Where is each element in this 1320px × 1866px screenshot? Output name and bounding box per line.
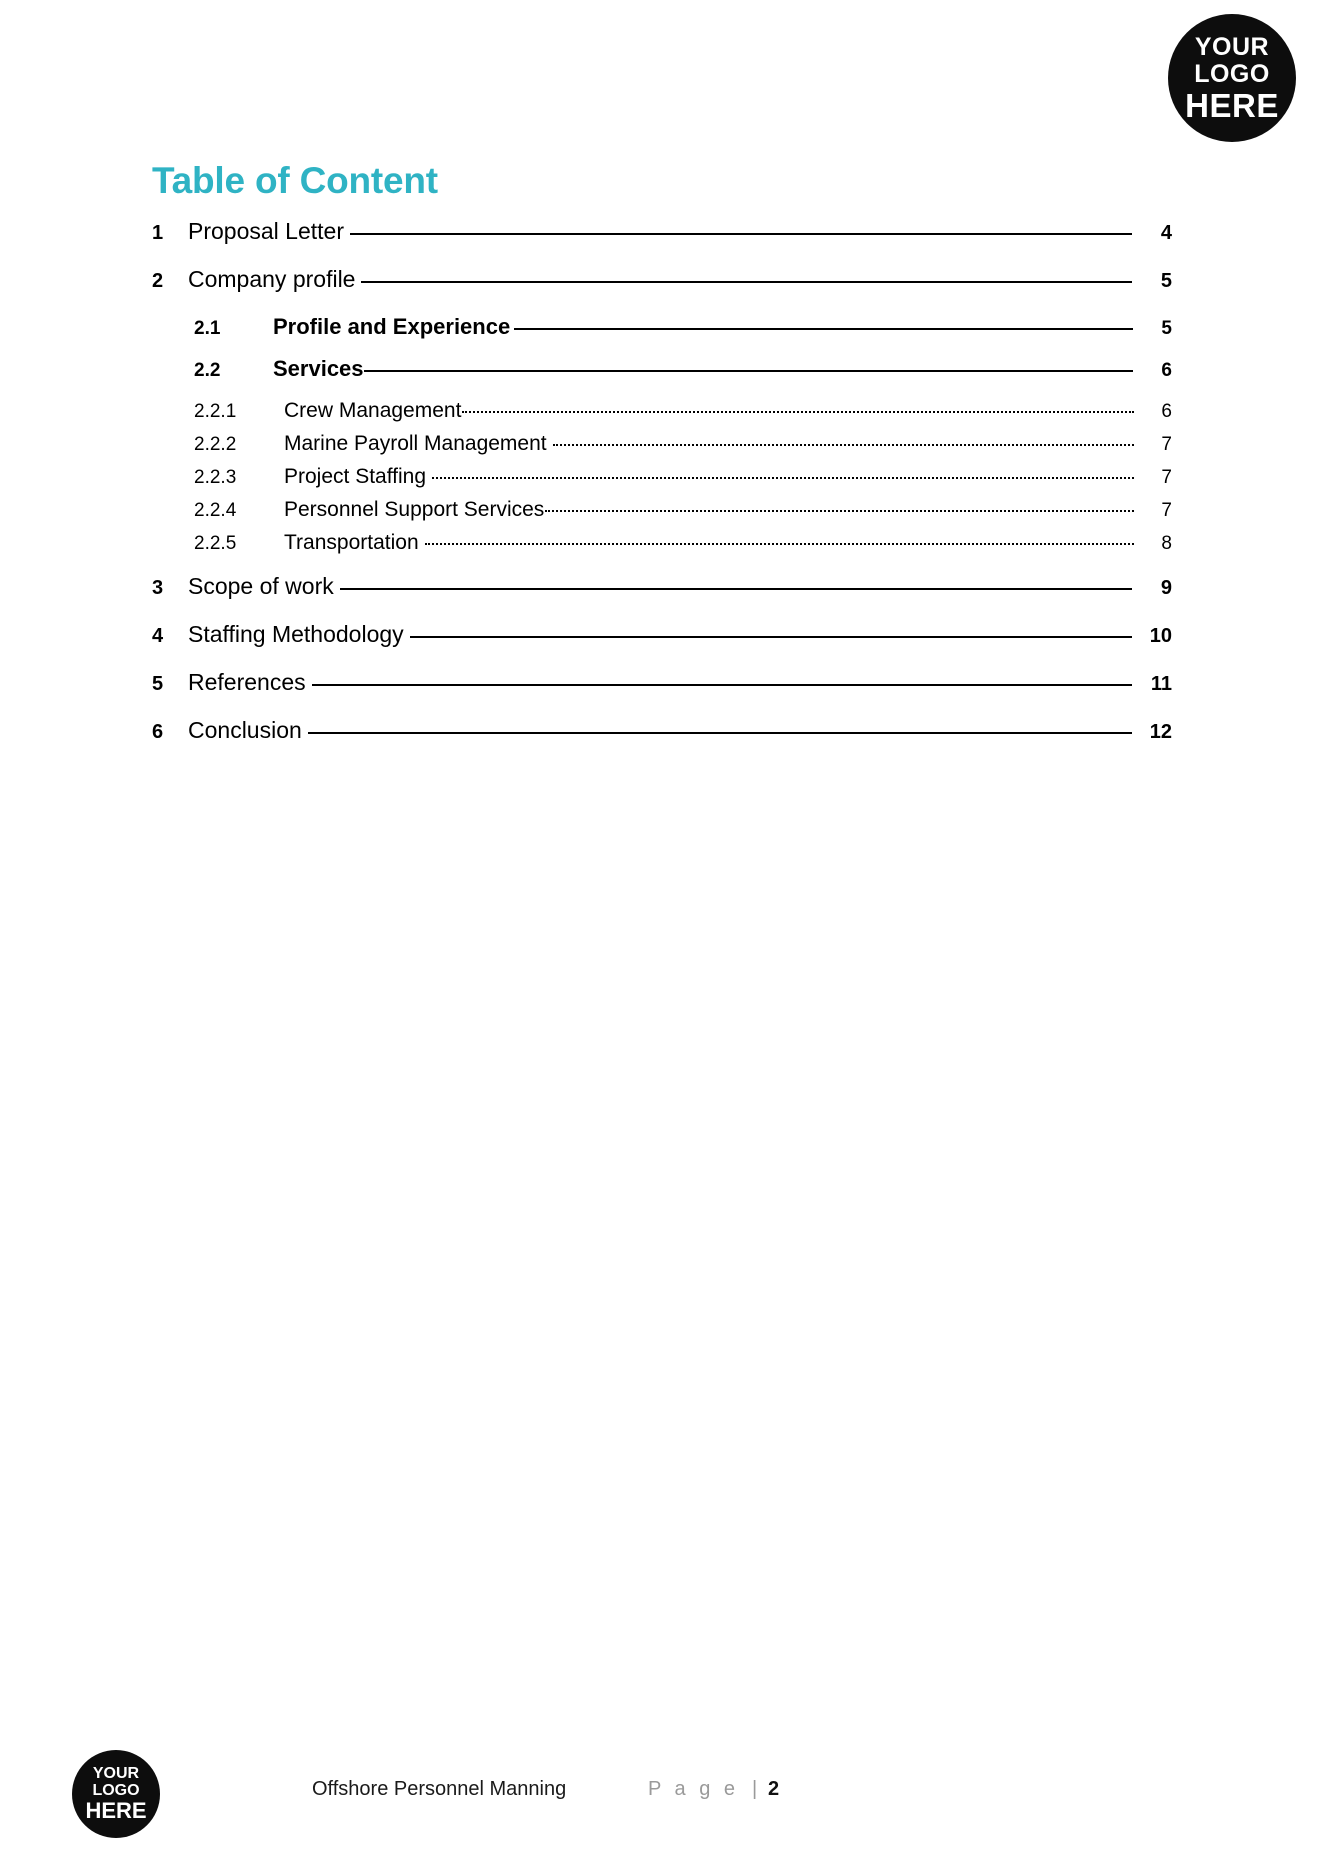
toc-entry[interactable] — [152, 619, 1172, 648]
toc-entry[interactable] — [152, 715, 1172, 744]
toc-entry[interactable] — [152, 312, 1172, 340]
toc-entry-number: 2.2.3 — [194, 467, 237, 488]
toc-entry-page-number: 9 — [1160, 577, 1172, 599]
toc-leader-line — [547, 429, 1138, 450]
toc-leader-line — [419, 528, 1138, 549]
toc-entry-page-number: 6 — [1161, 401, 1172, 422]
toc-entry-number: 6 — [152, 721, 164, 743]
footer-logo-line3: HERE — [85, 1798, 147, 1823]
toc-entry-page-number: 12 — [1149, 721, 1172, 743]
toc-leader-line — [355, 264, 1138, 287]
toc-entry-label: Crew Management — [284, 399, 462, 422]
header-logo-line2: LOGO — [1194, 59, 1270, 88]
toc-leader-line — [302, 715, 1138, 738]
footer-logo-line2: LOGO — [92, 1782, 140, 1799]
toc-entry-label: Project Staffing — [284, 465, 427, 488]
toc-entry-number: 2.2.1 — [194, 401, 237, 422]
toc-entry-page-number: 6 — [1161, 360, 1172, 381]
toc-entry-label: Marine Payroll Management — [284, 432, 547, 455]
toc-entry-label: Proposal Letter — [188, 218, 344, 244]
toc-entry-number: 2 — [152, 270, 164, 292]
toc-entry-page-number: 7 — [1161, 434, 1172, 455]
toc-entry-label: Conclusion — [188, 717, 302, 743]
table-of-contents — [152, 216, 1172, 763]
toc-leader-line — [306, 667, 1138, 690]
toc-entry-label: Company profile — [188, 266, 356, 292]
toc-leader-line — [426, 462, 1138, 483]
toc-leader-line — [461, 396, 1138, 417]
header-logo-line3: HERE — [1185, 86, 1279, 124]
header-logo — [1168, 14, 1296, 142]
toc-entry-page-number: 10 — [1149, 625, 1172, 647]
toc-leader-line — [334, 571, 1138, 594]
toc-entry-label: Staffing Methodology — [188, 621, 404, 647]
toc-entry-page-number: 7 — [1161, 467, 1172, 488]
toc-leader-line — [544, 495, 1138, 516]
footer-logo-line1: YOUR — [92, 1765, 140, 1782]
toc-entry[interactable] — [152, 528, 1172, 555]
toc-entry-number: 2.2.5 — [194, 533, 237, 554]
footer-logo — [72, 1750, 160, 1838]
toc-leader-line — [344, 216, 1138, 239]
toc-entry-number: 2.2.2 — [194, 434, 237, 455]
toc-entry-label: Transportation — [284, 531, 419, 554]
toc-entry-page-number: 8 — [1161, 533, 1172, 554]
toc-entry-label: Services — [273, 356, 364, 381]
toc-leader-line — [364, 354, 1138, 376]
toc-leader-line — [510, 312, 1138, 334]
footer-separator: | — [752, 1778, 758, 1800]
toc-entry[interactable] — [152, 354, 1172, 382]
toc-entry-page-number: 7 — [1161, 500, 1172, 521]
toc-entry[interactable] — [152, 396, 1172, 423]
footer-page-label: P a g e — [648, 1778, 740, 1800]
toc-entry-page-number: 4 — [1160, 222, 1172, 244]
toc-entry-label: Profile and Experience — [273, 314, 511, 339]
toc-entry-number: 2.2.4 — [194, 500, 237, 521]
toc-entry[interactable] — [152, 495, 1172, 522]
toc-entry-page-number: 11 — [1150, 673, 1172, 695]
page-footer — [0, 1748, 1320, 1858]
footer-document-name: Offshore Personnel Manning — [312, 1778, 567, 1800]
page-title: Table of Content — [152, 160, 438, 201]
toc-entry-number: 2.1 — [194, 318, 221, 339]
header-logo-line1: YOUR — [1194, 32, 1270, 61]
toc-entry-label: References — [188, 669, 306, 695]
toc-entry[interactable] — [152, 667, 1172, 696]
toc-entry-number: 2.2 — [194, 360, 221, 381]
toc-entry-label: Scope of work — [188, 573, 334, 599]
toc-entry-number: 1 — [152, 222, 164, 244]
toc-entry[interactable] — [152, 429, 1172, 456]
footer-page-number: 2 — [768, 1778, 780, 1800]
toc-entry[interactable] — [152, 216, 1172, 245]
toc-entry-number: 4 — [152, 625, 164, 647]
toc-leader-line — [404, 619, 1138, 642]
toc-entry-page-number: 5 — [1160, 270, 1172, 292]
toc-entry[interactable] — [152, 264, 1172, 293]
toc-entry[interactable] — [152, 462, 1172, 489]
toc-entry-number: 5 — [152, 673, 164, 695]
toc-entry-label: Personnel Support Services — [284, 498, 545, 521]
toc-entry-page-number: 5 — [1161, 318, 1172, 339]
toc-entry-number: 3 — [152, 577, 164, 599]
toc-entry[interactable] — [152, 571, 1172, 600]
